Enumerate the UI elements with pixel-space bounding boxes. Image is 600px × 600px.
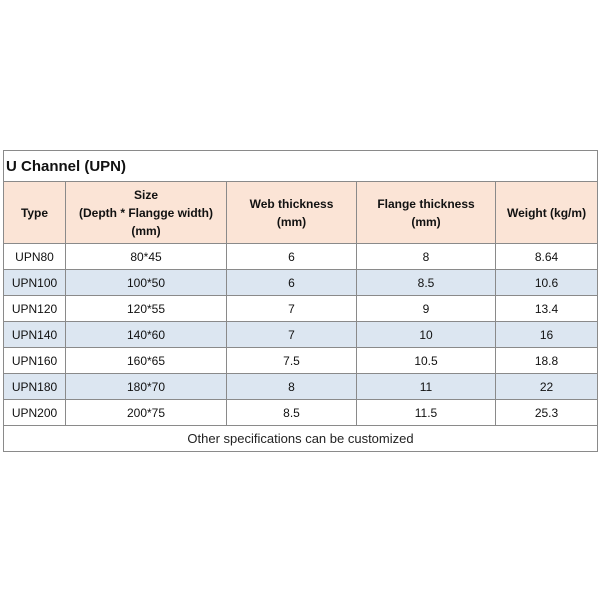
cell-web: 7: [227, 296, 357, 322]
header-flange-line2: (mm): [411, 214, 441, 229]
cell-web: 7.5: [227, 348, 357, 374]
table-row: [4, 400, 598, 426]
header-flange-line1: Flange thickness: [377, 196, 475, 211]
header-web-thickness: [227, 182, 357, 244]
cell-type: UPN100: [4, 270, 66, 296]
cell-type: UPN140: [4, 322, 66, 348]
cell-type: UPN160: [4, 348, 66, 374]
table-title: U Channel (UPN): [4, 151, 598, 182]
header-type: Type: [4, 182, 66, 244]
cell-weight: 13.4: [496, 296, 598, 322]
header-flange-thickness: [357, 182, 496, 244]
cell-weight: 8.64: [496, 244, 598, 270]
cell-flange: 11.5: [357, 400, 496, 426]
cell-web: 6: [227, 244, 357, 270]
cell-flange: 11: [357, 374, 496, 400]
footer-row: [4, 426, 598, 452]
table-footer-note: Other specifications can be customized: [4, 426, 598, 452]
cell-web: 7: [227, 322, 357, 348]
cell-web: 6: [227, 270, 357, 296]
header-size-line3: (mm): [131, 223, 161, 238]
table-row: [4, 322, 598, 348]
cell-size: 140*60: [66, 322, 227, 348]
cell-type: UPN200: [4, 400, 66, 426]
cell-flange: 10.5: [357, 348, 496, 374]
spec-table: [3, 150, 598, 452]
cell-weight: 25.3: [496, 400, 598, 426]
cell-size: 120*55: [66, 296, 227, 322]
header-size: [66, 182, 227, 244]
cell-type: UPN80: [4, 244, 66, 270]
cell-size: 80*45: [66, 244, 227, 270]
cell-flange: 8: [357, 244, 496, 270]
header-row: [4, 182, 598, 244]
header-web-line1: Web thickness: [249, 196, 334, 211]
cell-flange: 9: [357, 296, 496, 322]
title-row: [4, 151, 598, 182]
cell-size: 180*70: [66, 374, 227, 400]
cell-weight: 16: [496, 322, 598, 348]
table-row: [4, 244, 598, 270]
cell-weight: 10.6: [496, 270, 598, 296]
table-row: [4, 270, 598, 296]
cell-weight: 18.8: [496, 348, 598, 374]
table-row: [4, 374, 598, 400]
header-size-line1: Size: [133, 187, 158, 202]
header-web-line2: (mm): [276, 214, 307, 229]
table-row: [4, 348, 598, 374]
cell-size: 100*50: [66, 270, 227, 296]
cell-type: UPN120: [4, 296, 66, 322]
cell-flange: 10: [357, 322, 496, 348]
cell-size: 200*75: [66, 400, 227, 426]
header-size-line2: (Depth * Flangge width): [79, 205, 213, 220]
cell-web: 8: [227, 374, 357, 400]
cell-size: 160*65: [66, 348, 227, 374]
header-weight: Weight (kg/m): [496, 182, 598, 244]
cell-flange: 8.5: [357, 270, 496, 296]
cell-type: UPN180: [4, 374, 66, 400]
table-row: [4, 296, 598, 322]
cell-weight: 22: [496, 374, 598, 400]
cell-web: 8.5: [227, 400, 357, 426]
